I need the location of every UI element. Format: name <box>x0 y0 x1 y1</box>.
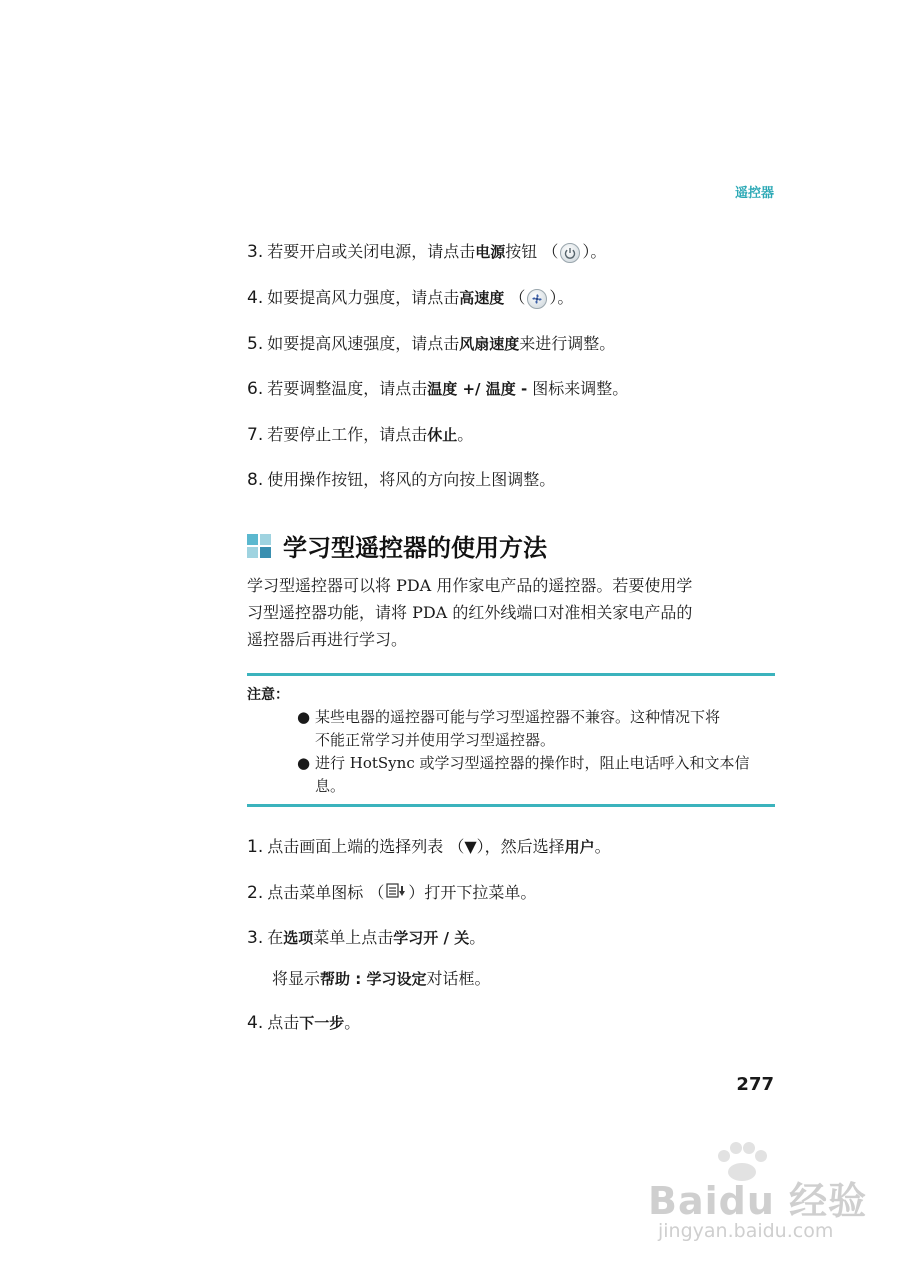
note-item: ● 某些电器的遥控器可能与学习型遥控器不兼容。这种情况下将 不能正常学习并使用学习型遥控器。 <box>297 708 721 749</box>
watermark-logo: Baidu 经验 <box>648 1179 868 1223</box>
note-item: ● 进行 HotSync 或学习型遥控器的操作时，阻止电话呼入和文本信 息。 <box>297 754 750 795</box>
section-intro: 学习型遥控器可以将 PDA 用作家电产品的遥控器。若要使用学 习型遥控器功能，请将 PDA 的红外线端口对准相关家电产品的 遥控器后再进行学习。 <box>247 576 693 649</box>
step-8-direction: 8. 使用操作按钮，将风的方向按上图调整。 <box>247 470 556 490</box>
step-bold: 电源 <box>475 243 506 261</box>
header-section-label: 遥控器 <box>734 186 774 201</box>
bullet-icon: ● <box>297 708 311 726</box>
watermark <box>640 1140 870 1250</box>
step-number: 3. <box>247 242 264 262</box>
note-title: 注意： <box>247 687 289 703</box>
page-number: 277 <box>736 1074 774 1095</box>
watermark-url: jingyan.baidu.com <box>658 1220 834 1242</box>
step-3-learn-toggle: 3. 在选项菜单上点击学习开 / 关。 <box>247 928 486 948</box>
step-text: 若要开启或关闭电源，请点击 <box>267 242 476 261</box>
step-4-high-speed: 4. 如要提高风力强度，请点击高速度 （ ）。 <box>247 288 574 308</box>
section-title <box>247 528 547 563</box>
fan-icon <box>527 289 547 309</box>
dialog-note: 将显示帮助 : 学习设定对话框。 <box>272 969 491 988</box>
note-box <box>247 673 775 807</box>
step-5-fan-speed: 5. 如要提高风速强度，请点击风扇速度来进行调整。 <box>247 334 616 354</box>
step-4-next: 4. 点击下一步。 <box>247 1013 361 1033</box>
power-icon <box>560 243 580 263</box>
section-title-text: 学习型遥控器的使用方法 <box>283 534 547 562</box>
bullet-icon: ● <box>297 754 311 772</box>
step-2-menu: 2. 点击菜单图标 （ ）打开下拉菜单。 <box>247 883 537 903</box>
step-3-power: 3. 若要开启或关闭电源，请点击电源按钮 （ ）。 <box>247 242 607 262</box>
step-1-select-user: 1. 点击画面上端的选择列表 （▼），然后选择用户。 <box>247 837 611 857</box>
dropdown-triangle-icon: ▼ <box>464 837 477 856</box>
step-6-temperature: 6. 若要调整温度，请点击温度 +/ 温度 - 图标来调整。 <box>247 379 629 399</box>
section-squares-icon <box>247 534 271 558</box>
menu-icon <box>386 883 406 905</box>
step-7-stop: 7. 若要停止工作，请点击休止。 <box>247 425 474 445</box>
